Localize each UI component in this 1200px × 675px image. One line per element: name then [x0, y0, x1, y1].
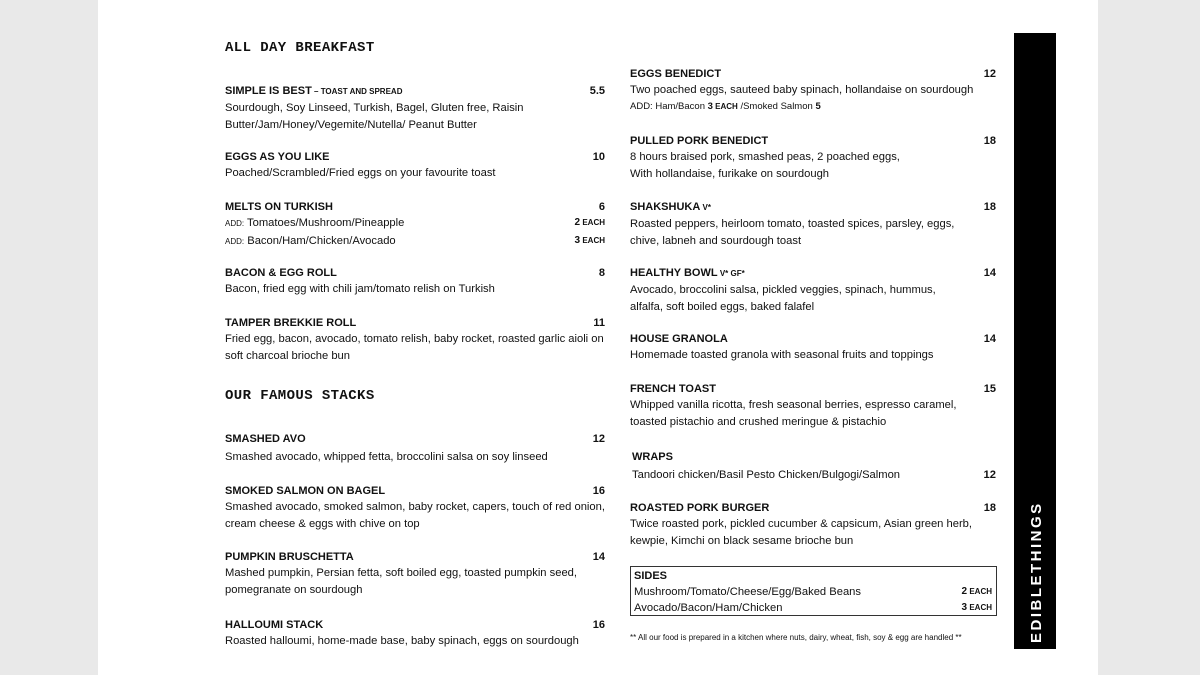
sides-price: 3 — [961, 602, 968, 613]
item-name: HALLOUMI STACK — [225, 619, 324, 631]
item-description: Smashed avocado, smoked salmon, baby rocket, capers, touch of red onion, cream cheese & eggs with chive on top — [225, 501, 605, 530]
brand-logo-text: EDIBLETHINGS — [1028, 501, 1045, 643]
menu-item-pumpkin-bruschetta — [225, 549, 605, 598]
menu-item-smoked-salmon-bagel — [225, 483, 605, 532]
item-name: SMASHED AVO — [225, 433, 306, 445]
add-on-price: 5 — [815, 100, 821, 112]
menu-page — [98, 0, 1098, 675]
item-name: SIMPLE IS BEST — [225, 85, 312, 97]
sides-title: SIDES — [634, 570, 668, 582]
menu-item-shakshuka — [630, 199, 996, 249]
sides-items: Avocado/Bacon/Ham/Chicken — [634, 602, 783, 614]
item-name: WRAPS — [632, 451, 673, 463]
menu-item-wraps — [632, 449, 996, 484]
item-name: MELTS ON TURKISH — [225, 201, 333, 213]
each-label: EACH — [712, 101, 738, 111]
item-name: BACON & EGG ROLL — [225, 267, 337, 279]
item-description: Fried egg, bacon, avocado, tomato relish, baby rocket, roasted garlic aioli on soft charcoal brioche bun — [225, 333, 604, 362]
item-description: Roasted halloumi, home-made base, baby spinach, eggs on sourdough — [225, 635, 579, 647]
item-description: Roasted peppers, heirloom tomato, toasted spices, parsley, eggs, chive, labneh and sourdough toast — [630, 218, 955, 247]
menu-item-melts-on-turkish — [225, 199, 605, 250]
item-price: 14 — [592, 551, 605, 563]
item-price: 12 — [983, 469, 996, 481]
add-on-row — [225, 215, 605, 233]
section-heading-breakfast: ALL DAY BREAKFAST — [225, 40, 375, 56]
menu-item-house-granola — [630, 331, 996, 364]
add-prefix: ADD: — [630, 100, 653, 112]
item-price: 12 — [983, 68, 996, 80]
item-description: Smashed avocado, whipped fetta, broccolini salsa on soy linseed — [225, 451, 548, 463]
item-description: Avocado, broccolini salsa, pickled veggies, spinach, hummus, alfalfa, soft boiled eggs, baked falafel — [630, 284, 936, 313]
item-name: EGGS BENEDICT — [630, 68, 722, 80]
item-description: 8 hours braised pork, smashed peas, 2 poached eggs, — [630, 151, 900, 163]
sides-row — [634, 584, 992, 600]
menu-item-healthy-bowl — [630, 265, 996, 315]
add-on-text: Bacon/Ham/Chicken/Avocado — [244, 234, 396, 247]
allergen-footnote: ** All our food is prepared in a kitchen where nuts, dairy, wheat, fish, soy & egg are handled ** — [630, 633, 962, 642]
menu-item-halloumi-stack — [225, 617, 605, 650]
item-name: PULLED PORK BENEDICT — [630, 135, 769, 147]
item-price: 11 — [593, 317, 605, 329]
item-description: Bacon, fried egg with chili jam/tomato relish on Turkish — [225, 283, 495, 295]
item-name: SHAKSHUKA — [630, 201, 701, 213]
item-price: 14 — [983, 267, 996, 279]
menu-item-eggs-as-you-like — [225, 149, 605, 182]
item-description: Two poached eggs, sauteed baby spinach, hollandaise on sourdough — [630, 84, 974, 96]
menu-item-eggs-benedict — [630, 66, 996, 115]
item-name: TAMPER BREKKIE ROLL — [225, 317, 357, 329]
each-label: EACH — [580, 235, 605, 245]
add-on-price: 3 — [707, 100, 713, 112]
menu-item-pulled-pork-benedict — [630, 133, 996, 182]
menu-item-french-toast — [630, 381, 996, 430]
section-heading-stacks: OUR FAMOUS STACKS — [225, 388, 375, 404]
item-price: 15 — [983, 383, 996, 395]
item-price: 8 — [598, 267, 605, 279]
menu-item-smashed-avo — [225, 431, 605, 466]
item-name: FRENCH TOAST — [630, 383, 716, 395]
menu-item-simple-is-best — [225, 83, 605, 133]
item-subtitle: – TOAST AND SPREAD — [311, 87, 403, 96]
sides-box — [630, 566, 997, 616]
brand-sidebar — [1014, 33, 1056, 649]
item-name: SMOKED SALMON ON BAGEL — [225, 485, 386, 497]
each-label: EACH — [580, 218, 605, 227]
item-price: 12 — [592, 433, 605, 445]
item-price: 16 — [592, 485, 605, 497]
item-price: 14 — [983, 333, 996, 345]
item-name: EGGS AS YOU LIKE — [225, 151, 330, 163]
item-description: Poached/Scrambled/Fried eggs on your favourite toast — [225, 167, 496, 179]
dietary-tag: V* — [700, 203, 711, 212]
each-label: EACH — [967, 587, 992, 596]
item-description: Tandoori chicken/Basil Pesto Chicken/Bulgogi/Salmon — [632, 469, 901, 481]
item-price: 18 — [983, 502, 996, 514]
item-price: 16 — [592, 619, 605, 631]
item-description: With hollandaise, furikake on sourdough — [630, 167, 830, 180]
add-on-text: Tomatoes/Mushroom/Pineapple — [244, 217, 405, 229]
add-prefix: ADD: — [225, 219, 245, 228]
item-price: 18 — [983, 201, 996, 213]
dietary-tag: V* GF* — [717, 269, 745, 278]
item-name: PUMPKIN BRUSCHETTA — [225, 551, 354, 563]
menu-item-roasted-pork-burger — [630, 500, 996, 549]
add-prefix: ADD: — [225, 236, 245, 246]
menu-item-bacon-egg-roll — [225, 265, 605, 298]
item-description: Twice roasted pork, pickled cucumber & capsicum, Asian green herb, kewpie, Kimchi on black sesame brioche bun — [630, 518, 973, 547]
item-name: HOUSE GRANOLA — [630, 333, 728, 345]
add-on-row — [225, 233, 605, 251]
item-price: 6 — [598, 201, 605, 213]
item-description: Mashed pumpkin, Persian fetta, soft boiled egg, toasted pumpkin seed, pomegranate on sourdough — [225, 567, 577, 596]
item-description: Homemade toasted granola with seasonal fruits and toppings — [630, 349, 934, 361]
add-on-price: 2 — [574, 217, 581, 228]
menu-item-tamper-brekkie-roll — [225, 315, 605, 364]
sides-row — [634, 600, 992, 616]
item-name: HEALTHY BOWL — [630, 267, 718, 279]
add-on-price: 3 — [574, 234, 581, 246]
add-on-row — [630, 99, 996, 116]
sides-items: Mushroom/Tomato/Cheese/Egg/Baked Beans — [634, 586, 861, 598]
item-price: 18 — [983, 135, 996, 147]
item-name: ROASTED PORK BURGER — [630, 502, 770, 514]
add-on-text: Ham/Bacon — [652, 100, 708, 112]
each-label: EACH — [967, 603, 992, 612]
sides-price: 2 — [961, 586, 968, 597]
item-description: Whipped vanilla ricotta, fresh seasonal berries, espresso caramel, toasted pistachio and crushed meringue & pistachio — [630, 399, 957, 428]
item-price: 5.5 — [589, 85, 605, 97]
add-on-text: /Smoked Salmon — [737, 100, 816, 112]
item-price: 10 — [592, 151, 605, 163]
item-description: Sourdough, Soy Linseed, Turkish, Bagel, Gluten free, Raisin Butter/Jam/Honey/Vegemite/Nutella/ Peanut Butter — [225, 102, 524, 131]
